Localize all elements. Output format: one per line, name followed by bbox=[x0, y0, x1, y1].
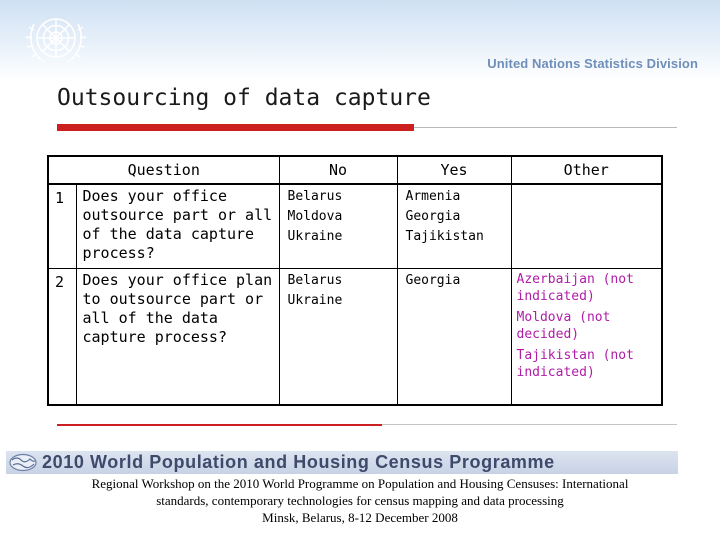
other-countries bbox=[511, 268, 662, 405]
footer-divider-accent bbox=[57, 424, 382, 426]
footer-line: Regional Workshop on the 2010 World Programme on Population and Housing Censuses: International bbox=[91, 476, 629, 491]
question-text: Does your office plan to outsource part or all of the data capture process? bbox=[76, 268, 279, 405]
country: Ukraine bbox=[287, 229, 343, 244]
survey-table bbox=[47, 155, 663, 406]
country: Tajikistan bbox=[405, 229, 484, 244]
title-underline-accent bbox=[57, 124, 414, 131]
globe-icon bbox=[8, 453, 38, 472]
column-header-no: No bbox=[279, 156, 397, 184]
country-note: Moldova (not decided) bbox=[516, 309, 611, 342]
un-statistics-division-label: United Nations Statistics Division bbox=[487, 56, 698, 71]
column-header-yes: Yes bbox=[397, 156, 511, 184]
country: Georgia bbox=[405, 272, 461, 288]
yes-countries bbox=[397, 184, 511, 268]
country: Belarus bbox=[287, 272, 343, 288]
header-band bbox=[0, 0, 720, 80]
country-note: Azerbaijan (not indicated) bbox=[516, 271, 634, 304]
question-text: Does your office outsource part or all of the data capture process? bbox=[76, 184, 279, 268]
table-row bbox=[48, 184, 662, 268]
workshop-footer bbox=[30, 475, 690, 526]
census-programme-banner bbox=[6, 451, 678, 474]
country: Armenia bbox=[405, 189, 461, 204]
footer-line: standards, contemporary technologies for census mapping and data processing bbox=[156, 493, 564, 508]
other-countries bbox=[511, 184, 662, 268]
footer-divider-rule bbox=[382, 424, 677, 425]
page-title: Outsourcing of data capture bbox=[57, 85, 431, 111]
column-header-question: Question bbox=[48, 156, 279, 184]
table-header-row bbox=[48, 156, 662, 184]
country: Moldova bbox=[287, 209, 343, 224]
no-countries bbox=[279, 184, 397, 268]
country: Ukraine bbox=[287, 292, 343, 308]
row-number: 1 bbox=[48, 184, 76, 268]
country: Belarus bbox=[287, 189, 343, 204]
footer-line: Minsk, Belarus, 8-12 December 2008 bbox=[262, 510, 458, 525]
country-note: Tajikistan (not indicated) bbox=[516, 347, 634, 380]
yes-countries bbox=[397, 268, 511, 405]
row-number: 2 bbox=[48, 268, 76, 405]
column-header-other: Other bbox=[511, 156, 662, 184]
no-countries bbox=[279, 268, 397, 405]
country: Georgia bbox=[405, 209, 461, 224]
table-row bbox=[48, 268, 662, 405]
title-underline-rule bbox=[414, 127, 677, 128]
un-emblem-icon bbox=[22, 8, 90, 70]
banner-title: 2010 World Population and Housing Census Programme bbox=[42, 452, 555, 472]
